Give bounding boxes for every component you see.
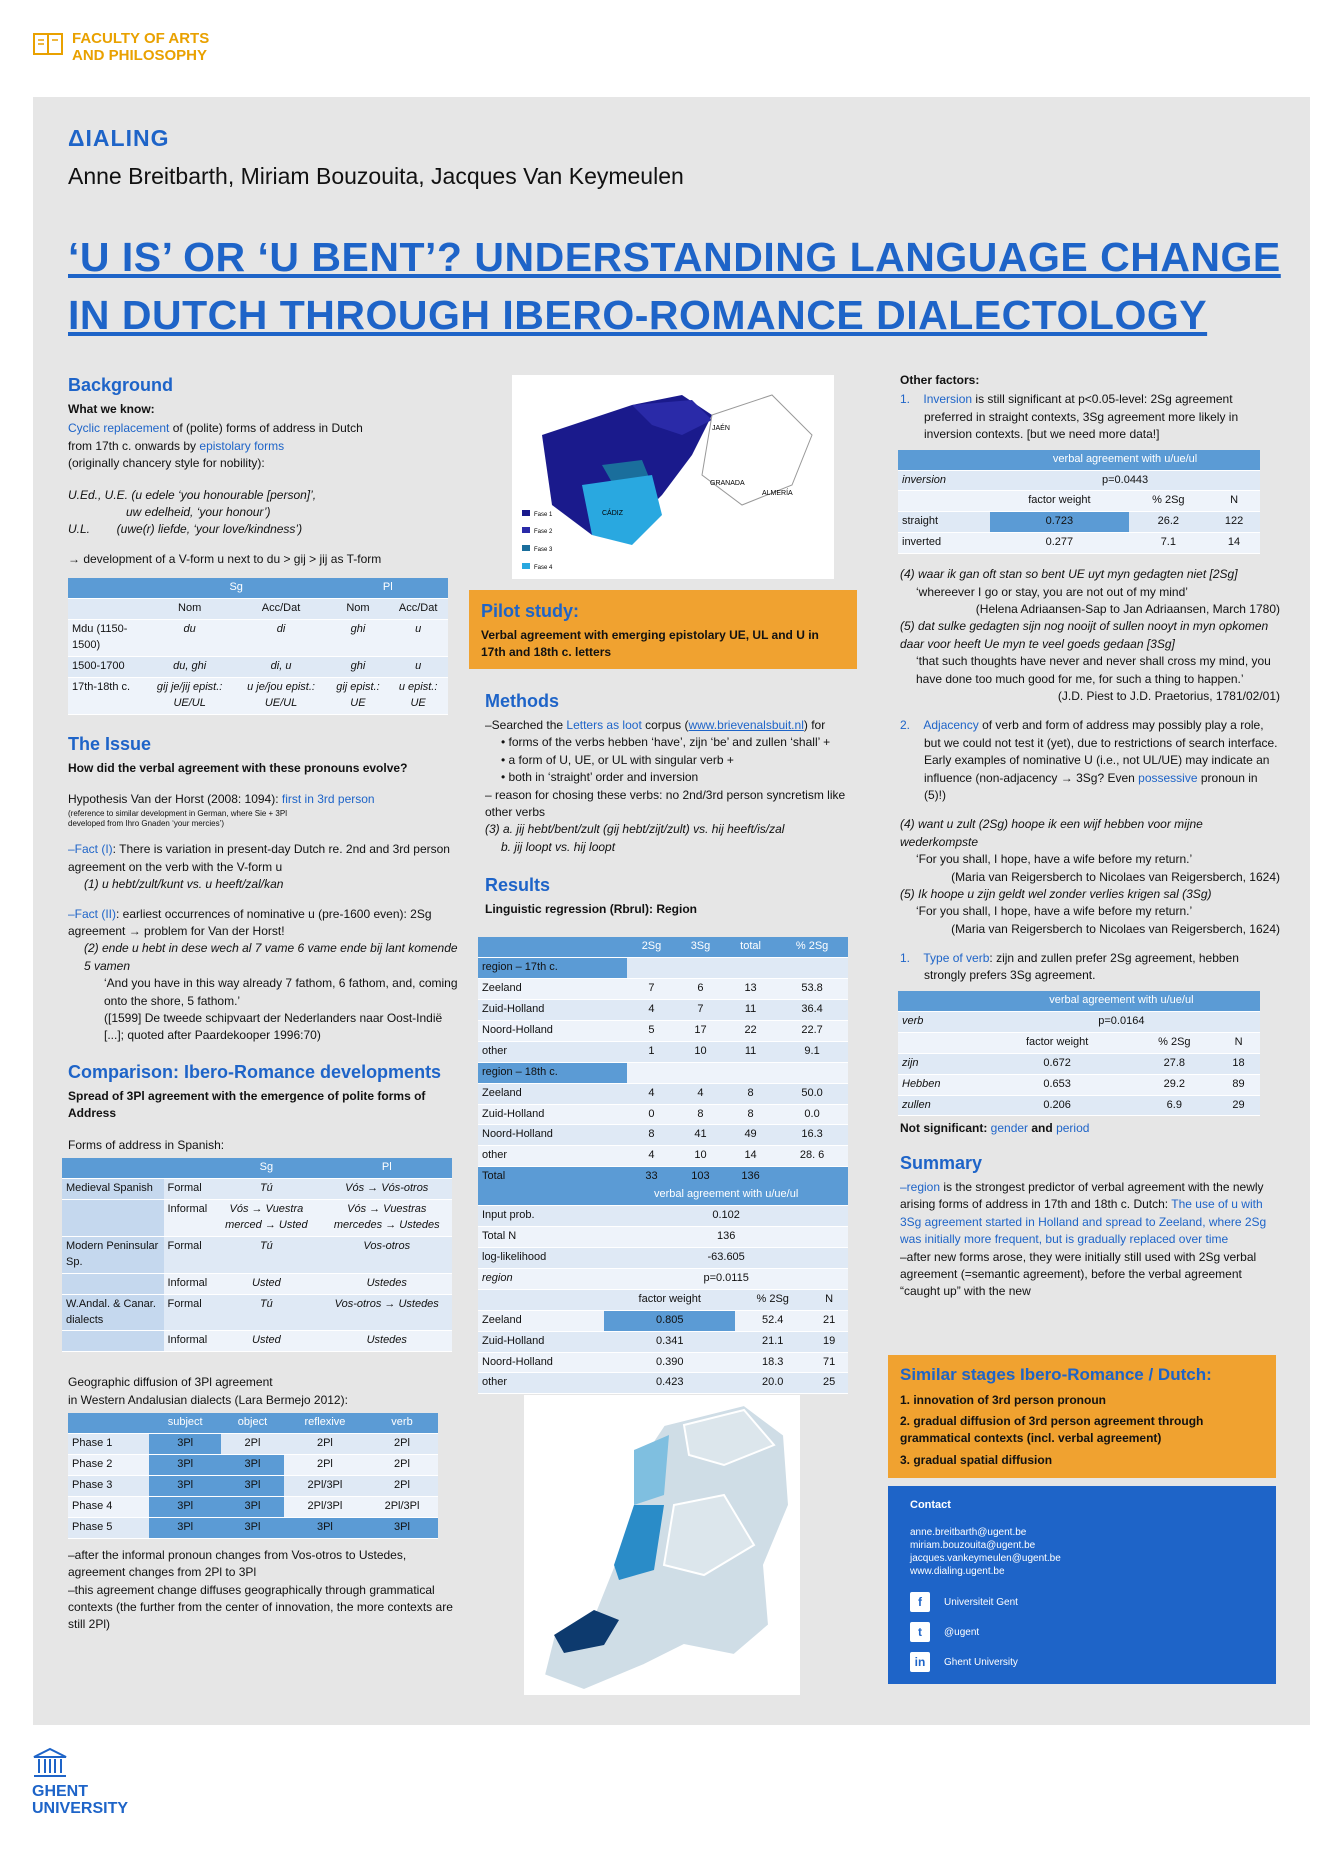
authors: Anne Breitbarth, Miriam Bouzouita, Jacques Van Keymeulen xyxy=(68,163,684,189)
project-name: ΔIALING xyxy=(68,125,170,151)
contact-box xyxy=(888,1486,1276,1684)
footer-line2: UNIVERSITY xyxy=(32,1800,129,1817)
ex-7c: (Maria van Reigersberch to Nicolaes van Reigersberch, 1624) xyxy=(951,921,1280,936)
map-label-almeria: ALMERÍA xyxy=(762,490,793,497)
bullet-3: • both in ‘straight’ order and inversion xyxy=(501,769,855,786)
noord-holland xyxy=(634,1435,669,1505)
summary-text-2: –after new forms arose, they were initially still used with 2Sg verbal agreement (=semantic agreement), before the verbal agreement “caught up” with the new xyxy=(900,1249,1257,1299)
ex-5a: (5) dat sulke gedagten sijn nog nooijt of sullen nooyt in myn opkomen daar voor heeft Ue myn te veel goeds gedaan [3Sg] xyxy=(900,619,1269,651)
region-count-table: 2Sg 3Sg total % 2Sg region – 17th c. Zeeland 7 6 13 53.8 Zuid-Holland 4 7 11 36.4 Noord-Holland 5 17 22 22.7 other 1 10 11 9.1 region – 18th c. Zeeland 4 4 8 50.0 Zuid-Holland 0 8 8 0.0 Noord-Holland 8 41 49 16.3 other 4 10 14 28. 6 Total 33 103 136 xyxy=(478,937,848,1188)
faculty-logo xyxy=(32,30,209,64)
other-inversion: 1. Inversion is still significant at p<0.05-level: 2Sg agreement preferred in straight contexts, 3Sg agreement more likely in inversion contexts. [but we need more data!] xyxy=(900,392,1239,442)
map-label-cadiz: CÁDIZ xyxy=(602,510,623,517)
ex-6a: (4) want u zult (2Sg) hoope ik een wijf hebben voor mijne wederkompste xyxy=(900,817,1203,849)
linkedin-icon: in xyxy=(910,1652,930,1672)
corpus-url-link[interactable]: www.brievenalsbuit.nl xyxy=(688,718,804,733)
map-label-jaen: JAÉN xyxy=(712,425,730,432)
legend-fase3: Fase 3 xyxy=(534,547,553,553)
results-heading: Results xyxy=(485,875,551,896)
andalusia-map xyxy=(512,375,834,579)
epistolary-link[interactable]: epistolary forms xyxy=(199,438,285,453)
fact-1: –Fact (I): There is variation in present-day Dutch re. 2nd and 3rd person agreement on the verb with the V-form u xyxy=(68,842,450,874)
geo-line2: in Western Andalusian dialects (Lara Bermejo 2012): xyxy=(68,1392,348,1407)
methods-line1: –Searched the Letters as loot corpus (www.brievenalsbuit.nl) for xyxy=(485,718,826,733)
book-icon xyxy=(32,30,64,58)
ex-1: (1) u hebt/zult/kunt vs. u heeft/zal/kan xyxy=(84,877,284,892)
issue-sub: How did the verbal agreement with these pronouns evolve? xyxy=(68,760,408,775)
similar-stages-box xyxy=(888,1355,1276,1478)
spanish-forms-table: Sg Pl Medieval Spanish Formal Tú Vós → Vós-otros Informal Vós → Vuestra merced → Usted Vós → Vuestras mercedes → Ustedes Modern Peninsular Sp. Formal Tú Vos-otros Informal Usted Ustedes W.Andal. & Canar. dialects Formal Tú Vos-otros → Ustedes Informal Usted Ustedes xyxy=(62,1158,452,1352)
inversion-table: verbal agreement with u/ue/ul inversion p=0.0443 factor weight % 2Sg N straight 0.723 26.2 122 inverted 0.277 7.1 14 xyxy=(898,450,1260,555)
ex-6b: ‘For you shall, I hope, have a wife before my return.’ xyxy=(916,852,1193,867)
netherlands-map xyxy=(524,1395,800,1695)
summary-heading: Summary xyxy=(900,1152,983,1173)
ex-3b: b. jij loopt vs. hij loopt xyxy=(501,839,616,854)
letters-as-loot-link[interactable]: Letters as loot xyxy=(566,718,642,733)
verb-table: verbal agreement with u/ue/ul verb p=0.0164 factor weight % 2Sg N zijn 0.672 27.8 18 Hebben 0.653 29.2 89 zullen 0.206 6.9 29 xyxy=(898,991,1260,1117)
ex-4c: (Helena Adriaansen-Sap to Jan Adriaansen, March 1780) xyxy=(975,602,1280,617)
comparison-heading: Comparison: Ibero-Romance developments xyxy=(68,1061,442,1082)
facebook-icon: f xyxy=(910,1592,930,1612)
website-link[interactable]: www.dialing.ugent.be xyxy=(910,1566,1005,1578)
fact-2: –Fact (II): earliest occurrences of nominative u (pre-1600 even): 2Sg agreement → problem for Van der Horst! xyxy=(68,906,432,938)
issue-heading: The Issue xyxy=(68,733,152,754)
similar-item-3: 3. gradual spatial diffusion xyxy=(900,1452,1053,1467)
background-heading: Background xyxy=(68,375,174,395)
methods-heading: Methods xyxy=(485,691,559,711)
ex-7b: ‘For you shall, I hope, have a wife before my return.’ xyxy=(916,904,1193,919)
ex-2c: ([1599] De tweede schipvaart der Nederlanders naar Oost-Indië [...]; quoted after Paardekooper 1996:70) xyxy=(104,1010,443,1043)
adjacency: 2. Adjacency of verb and form of address may possibly play a role, but we could not test it (yet), due to restrictions of search interface. Early examples of nominative U (i.e., not UL/UE) may indicate an influence (non-adjacency → 3Sg? Even possessive pronoun in (5)!) xyxy=(900,718,1278,802)
comparison-sub: Spread of 3Pl agreement with the emergence of polite forms of Address xyxy=(68,1088,426,1121)
faculty-line1: FACULTY OF ARTS xyxy=(72,30,210,47)
legend-fase2: Fase 2 xyxy=(534,529,553,535)
methods-bullets xyxy=(485,734,855,786)
not-significant: Not significant: gender and period xyxy=(900,1121,1090,1136)
similar-item-2: 2. gradual diffusion of 3rd person agreement through grammatical contexts (incl. verbal agreement) xyxy=(900,1414,1204,1446)
university-building-icon xyxy=(32,1747,68,1779)
bullet-1: • forms of the verbs hebben ‘have’, zijn ‘be’ and zullen ‘shall’ + xyxy=(501,734,855,751)
background-p1: Cyclic replacement of (polite) forms of address in Dutch from 17th c. onwards by epistolary forms (originally chancery style for nobility): xyxy=(68,421,363,471)
ghent-university-logo xyxy=(32,1747,128,1817)
results-sub: Linguistic regression (Rbrul): Region xyxy=(485,902,698,917)
column-left xyxy=(68,372,458,1634)
pilot-text: Verbal agreement with emerging epistolary UE, UL and U in 17th and 18th c. letters xyxy=(481,628,819,660)
after-2: –this agreement change diffuses geographically through grammatical contexts (the further from the center of innovation, the more contexts are still 2Pl) xyxy=(68,1582,453,1632)
ex-3a: (3) a. jij hebt/bent/zult (gij hebt/zijt/zult) vs. hij heeft/is/zal xyxy=(485,822,785,837)
ex-2b: ‘And you have in this way already 7 fathom, 6 fathom, and, coming onto the shore, 5 fathom.’ xyxy=(104,976,458,1008)
ex-4b: ‘whereever I go or stay, you are not out of my mind’ xyxy=(916,584,1188,599)
hypothesis: Hypothesis Van der Horst (2008: 1094): first in 3rd person xyxy=(68,792,375,807)
column-middle xyxy=(485,688,855,921)
contact-heading: Contact xyxy=(910,1499,951,1511)
footer-line1: GHENT xyxy=(32,1783,88,1800)
phase-table: subject object reflexive verb Phase 1 3Pl 2Pl 2Pl 2Pl Phase 2 3Pl 3Pl 2Pl 2Pl Phase 3 3Pl 3Pl 2Pl/3Pl 2Pl Phase 4 3Pl 3Pl 2Pl/3Pl 2Pl/3Pl Phase 5 3Pl 3Pl 3Pl 3Pl xyxy=(68,1413,438,1539)
poster-title: ‘U IS’ OR ‘U BENT’? UNDERSTANDING LANGUAGE CHANGE IN DUTCH THROUGH IBERO-ROMANCE DIALECTOLOGY xyxy=(68,234,1281,338)
similar-heading: Similar stages Ibero-Romance / Dutch: xyxy=(900,1365,1212,1384)
pronoun-table: Sg Pl Nom Acc/Dat Nom Acc/Dat Mdu (1150-1500) du di ghi u 1500-1700 du, ghi di, u ghi u 17th-18th c. gij je/jij epist.: UE/UL u je/jou epist.: UE/UL gij epist.: UE u epist.: UE xyxy=(68,578,448,715)
column-right xyxy=(900,372,1280,1301)
pilot-study-box xyxy=(469,590,857,669)
bullet-2: • a form of U, UE, or UL with singular verb + xyxy=(501,752,855,769)
ex-2a: (2) ende u hebt in dese wech al 7 vame 6 vame ende bij lant komende 5 vamen xyxy=(84,941,458,973)
region-regression-table: verbal agreement with u/ue/ul Input prob. 0.102 Total N 136 log-likelihood -63.605 region p=0.0115 factor weight % 2Sg N Zeeland 0.805 52.4 21 Zuid-Holland 0.341 21.1 19 Noord-Holland 0.390 18.3 71 other 0.423 20.0 25 xyxy=(478,1185,848,1394)
verb-type: 1. Type of verb: zijn and zullen prefer 2Sg agreement, hebben strongly prefers 3Sg agreement. xyxy=(900,951,1239,983)
forms-label: Forms of address in Spanish: xyxy=(68,1137,225,1152)
ued-line: U.Ed., U.E. (u edele ‘you honourable [person]’, xyxy=(68,487,317,502)
other-heading: Other factors: xyxy=(900,373,980,387)
similar-item-1: 1. innovation of 3rd person pronoun xyxy=(900,1392,1106,1407)
ex-4a: (4) waar ik gan oft stan so bent UE uyt myn gedagten niet [2Sg] xyxy=(900,567,1238,582)
email-2[interactable]: miriam.bouzouita@ugent.be xyxy=(910,1540,1036,1552)
ul-line: U.L. (uwe(r) liefde, ‘your love/kindness’) xyxy=(68,522,303,537)
facebook-row[interactable]: f Universiteit Gent xyxy=(910,1592,1254,1612)
cyclic-link[interactable]: Cyclic replacement xyxy=(68,421,170,436)
hyp-ref1: (reference to similar development in German, where Sie + 3Pl xyxy=(68,808,287,818)
ex-6c: (Maria van Reigersberch to Nicolaes van Reigersberch, 1624) xyxy=(951,869,1280,884)
map-label-granada: GRANADA xyxy=(710,480,745,487)
development-line: → development of a V-form u next to du > gij > jij as T-form xyxy=(68,551,382,566)
faculty-line2: AND PHILOSOPHY xyxy=(72,47,208,64)
legend-fase4: Fase 4 xyxy=(534,565,553,571)
twitter-icon: t xyxy=(910,1622,930,1642)
linkedin-row[interactable]: in Ghent University xyxy=(910,1652,1254,1672)
ex-5b: ‘that such thoughts have never and never shall cross my mind, you have done too much good for me, for such a thing to happen.’ xyxy=(916,654,1271,686)
twitter-row[interactable]: t @ugent xyxy=(910,1622,1254,1642)
ex-7a: (5) Ik hoope u zijn geldt wel zonder verlies krigen sal (3Sg) xyxy=(900,886,1212,901)
background-sub: What we know: xyxy=(68,402,155,417)
email-3[interactable]: jacques.vankeymeulen@ugent.be xyxy=(910,1553,1061,1565)
after-1: –after the informal pronoun changes from Vos-otros to Ustedes, agreement changes from 2Pl to 3Pl xyxy=(68,1547,407,1580)
ex-5c: (J.D. Piest to J.D. Praetorius, 1781/02/01) xyxy=(1057,688,1280,703)
geo-line1: Geographic diffusion of 3Pl agreement xyxy=(68,1375,273,1390)
email-1[interactable]: anne.breitbarth@ugent.be xyxy=(910,1527,1027,1539)
summary-text: –region is the strongest predictor of verbal agreement with the newly arising forms of address in 17th and 18th c. Dutch: The use of u with 3Sg agreement started in Holland and spread to Zeeland, where 2Sg was initially more frequent, but is gradually replaced over time xyxy=(900,1179,1267,1247)
ued-line2: uw edelheid, ‘your honour’) xyxy=(126,505,271,520)
pilot-heading: Pilot study: xyxy=(481,601,579,621)
hyp-ref2: developed from Ihro Gnaden ‘your mercies’) xyxy=(68,819,225,829)
legend-fase1: Fase 1 xyxy=(534,512,553,518)
methods-reason: – reason for chosing these verbs: no 2nd/3rd person syncretism like other verbs xyxy=(485,787,846,820)
